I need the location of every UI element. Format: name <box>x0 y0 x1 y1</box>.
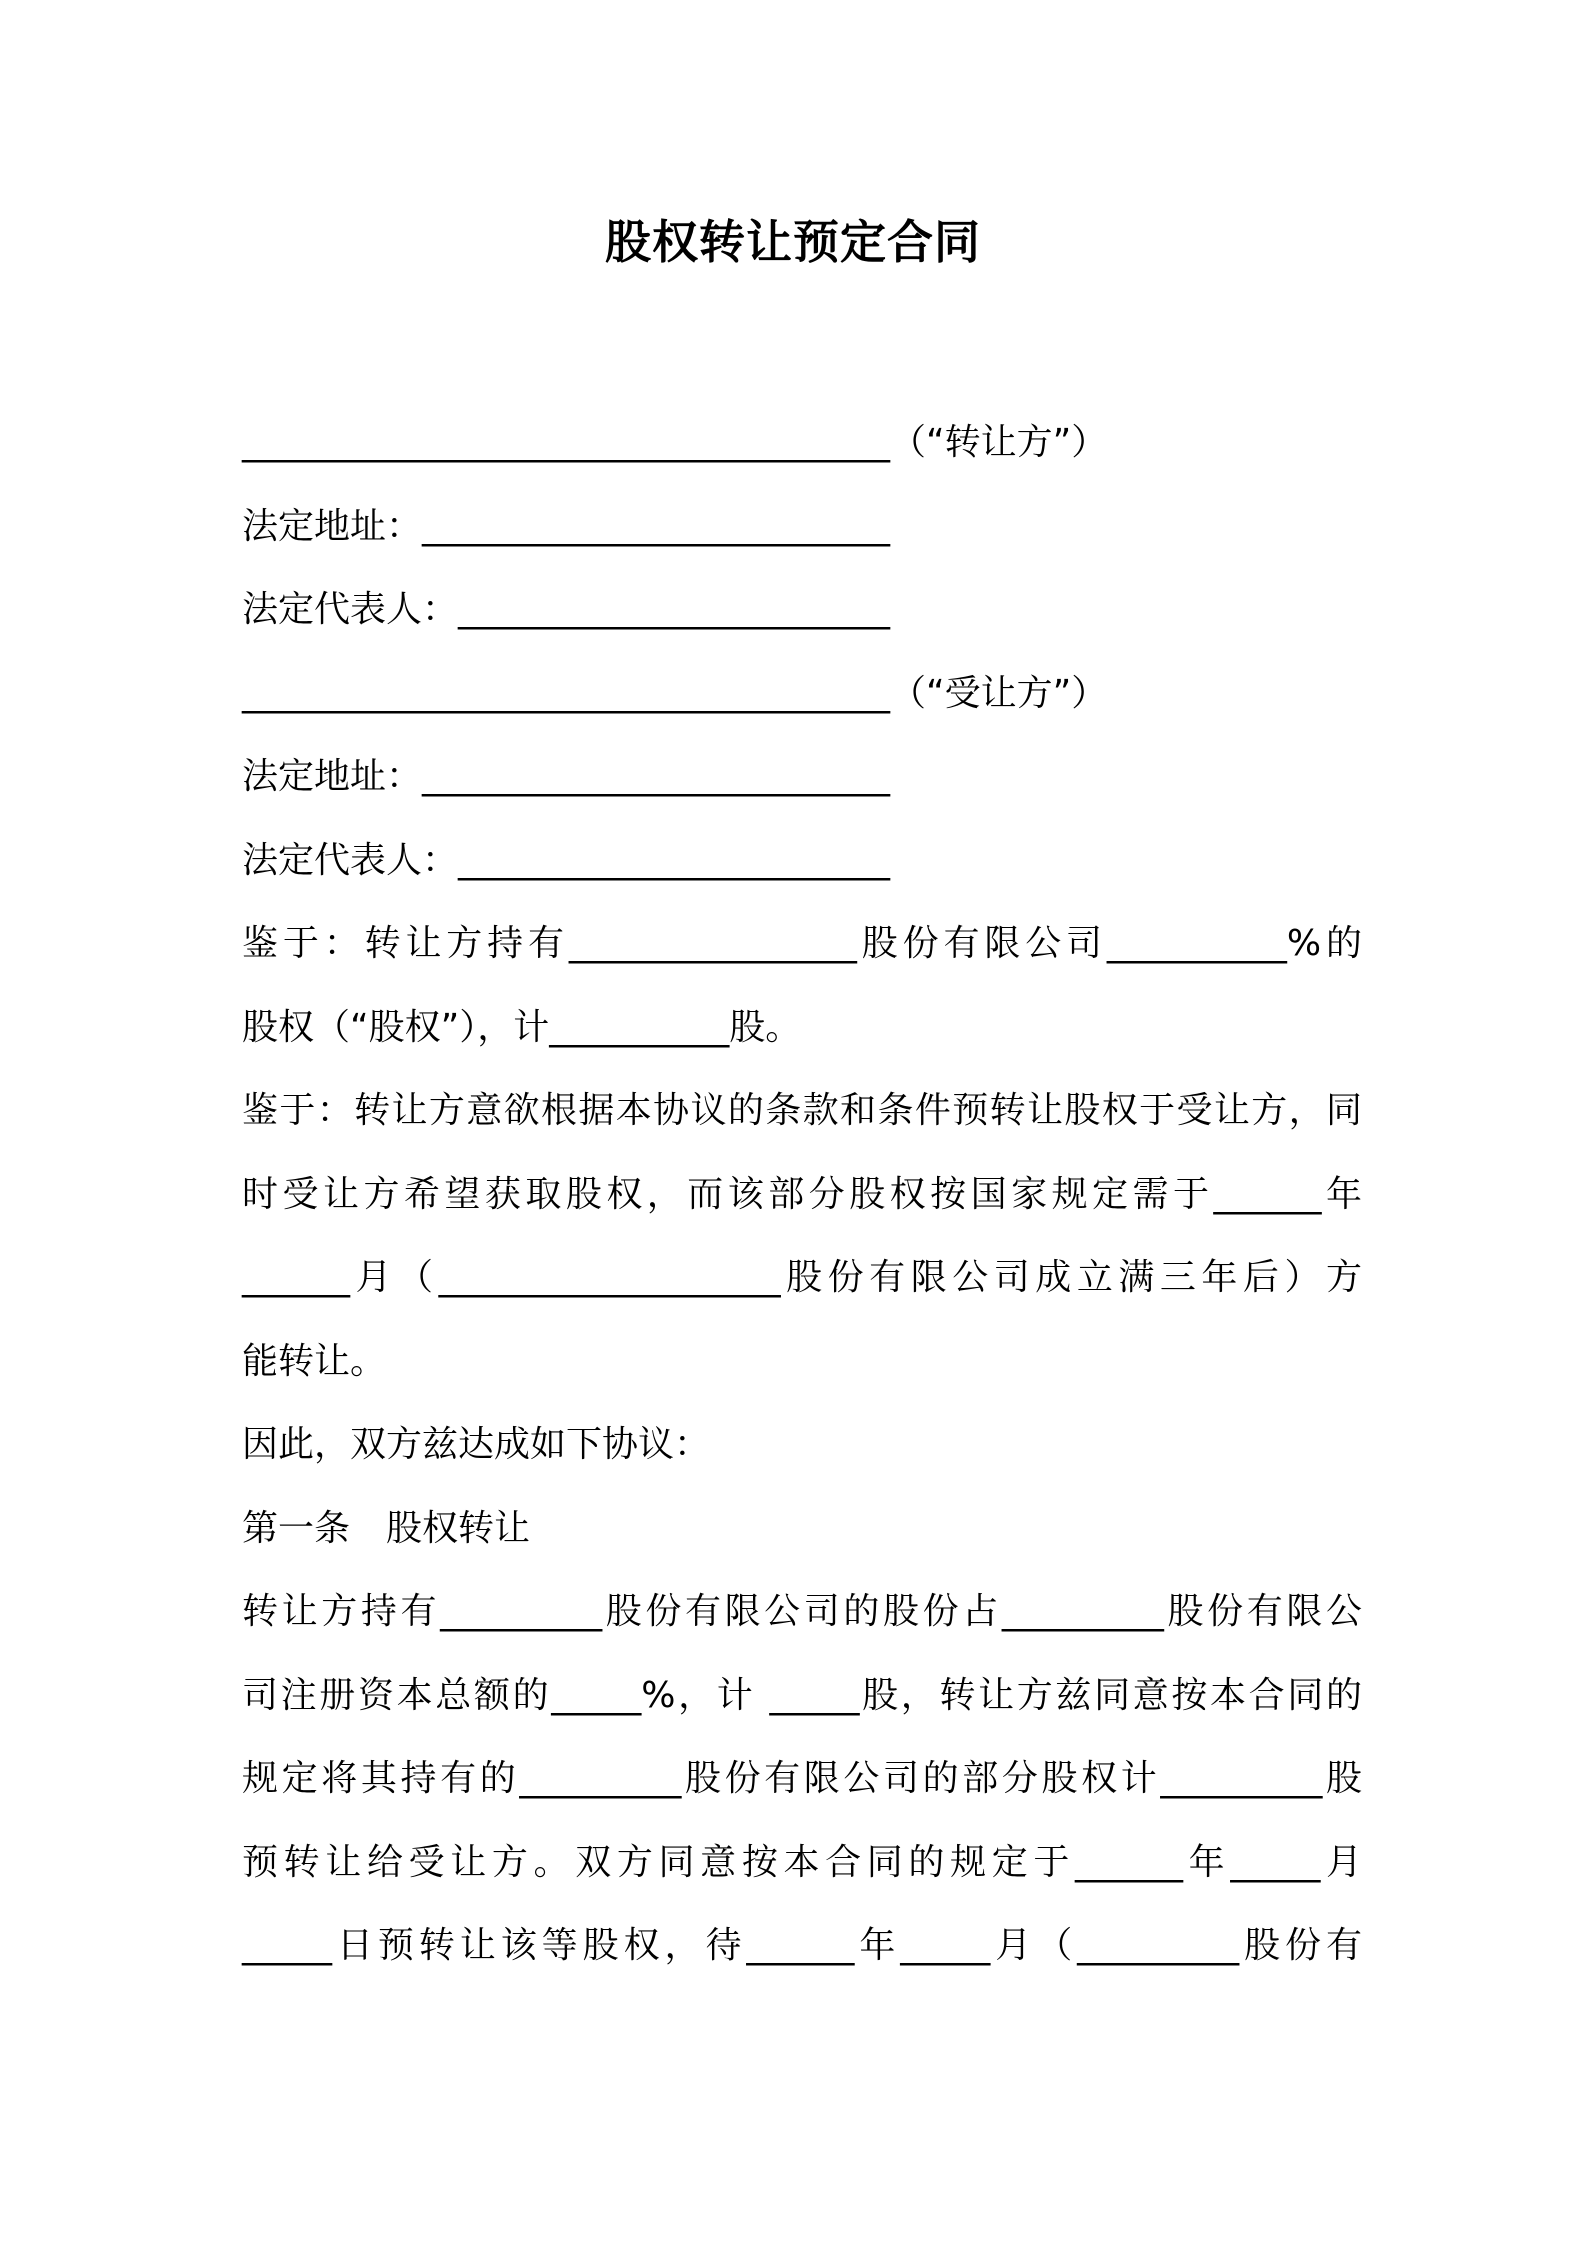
agreement-intro-line: 因此，双方兹达成如下协议： <box>242 1424 711 1465</box>
article-1-line-2: 司注册资本总额的_____%，计 _____股，转让方兹同意按本合同的 <box>242 1675 1362 1716</box>
article-1-line-5: _____日预转让该等股权，待______年_____月（_________股份有 <box>242 1925 1362 1966</box>
document-title: 股权转让预定合同 <box>605 215 981 269</box>
article-1-line-3: 规定将其持有的_________股份有限公司的部分股权计_________股 <box>242 1758 1362 1799</box>
transferor-name-line: ____________________________________（“转让方”） <box>242 422 1108 463</box>
transferor-representative-line: 法定代表人：________________________ <box>242 589 891 630</box>
article-1-line-4: 预转让给受让方。双方同意按本合同的规定于______年_____月 <box>242 1842 1362 1883</box>
article-1-heading: 第一条 股权转让 <box>242 1508 531 1549</box>
transferee-name-line: ____________________________________（“受让方”） <box>242 673 1108 714</box>
recital-1-line-2: 股权（“股权”），计__________股。 <box>242 1007 802 1048</box>
recital-2-line-1: 鉴于：转让方意欲根据本协议的条款和条件预转让股权于受让方，同 <box>242 1090 1362 1131</box>
recital-1-line-1: 鉴于：转让方持有________________股份有限公司__________%的 <box>242 923 1362 964</box>
recital-2-line-3: ______月（___________________股份有限公司成立满三年后）方 <box>242 1257 1362 1298</box>
transferor-address-line: 法定地址：__________________________ <box>242 506 891 547</box>
recital-2-line-4: 能转让。 <box>242 1341 387 1382</box>
article-1-line-1: 转让方持有_________股份有限公司的股份占_________股份有限公 <box>242 1591 1362 1632</box>
transferee-address-line: 法定地址：__________________________ <box>242 756 891 797</box>
recital-2-line-2: 时受让方希望获取股权，而该部分股权按国家规定需于______年 <box>242 1174 1362 1215</box>
transferee-representative-line: 法定代表人：________________________ <box>242 840 891 881</box>
